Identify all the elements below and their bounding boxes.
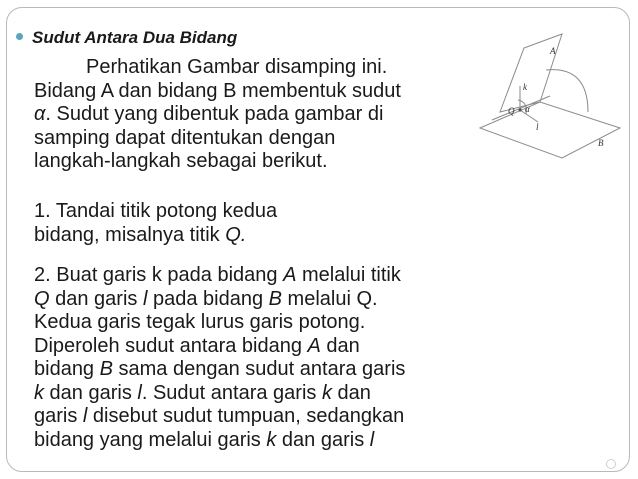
planes-diagram [470, 30, 632, 162]
text-line: Diperoleh sudut antara bidang A dan [34, 334, 360, 357]
text-line: Perhatikan Gambar disamping ini. [86, 56, 388, 78]
text-line: 1. Tandai titik potong kedua [34, 200, 278, 222]
label-A: A [550, 46, 556, 56]
paragraph-step-2 [34, 264, 405, 452]
label-B: B [598, 138, 604, 148]
text-line: Q dan garis l pada bidang B melalui Q. [34, 287, 378, 310]
text-line: samping dapat ditentukan dengan [34, 126, 336, 149]
text-line: k dan garis l. Sudut antara garis k dan [34, 381, 371, 404]
label-Q: Q [508, 106, 515, 116]
label-l: l [536, 122, 539, 132]
text-line: bidang yang melalui garis k dan garis l [34, 428, 375, 451]
bullet-icon [16, 33, 23, 40]
intersection-line [492, 96, 550, 120]
paragraph-step-1 [34, 200, 277, 247]
text-line: Kedua garis tegak lurus garis potong. [34, 311, 366, 333]
text-line: bidang, misalnya titik Q. [34, 223, 247, 246]
slide-heading: Sudut Antara Dua Bidang [32, 28, 238, 47]
text-line: langkah-langkah sebagai berikut. [34, 150, 328, 172]
text-line: 2. Buat garis k pada bidang A melalui titik [34, 264, 401, 286]
label-alpha: α [525, 104, 530, 114]
paragraph-intro [34, 56, 401, 174]
point-Q [518, 108, 521, 111]
text-line: α. Sudut yang dibentuk pada gambar di [34, 103, 384, 125]
page-indicator-icon [606, 459, 616, 469]
text-line: Bidang A dan bidang B membentuk sudut [34, 79, 401, 102]
text-line: bidang B sama dengan sudut antara garis [34, 358, 406, 380]
label-k: k [523, 82, 527, 92]
text-line: garis l disebut sudut tumpuan, sedangkan [34, 405, 405, 427]
